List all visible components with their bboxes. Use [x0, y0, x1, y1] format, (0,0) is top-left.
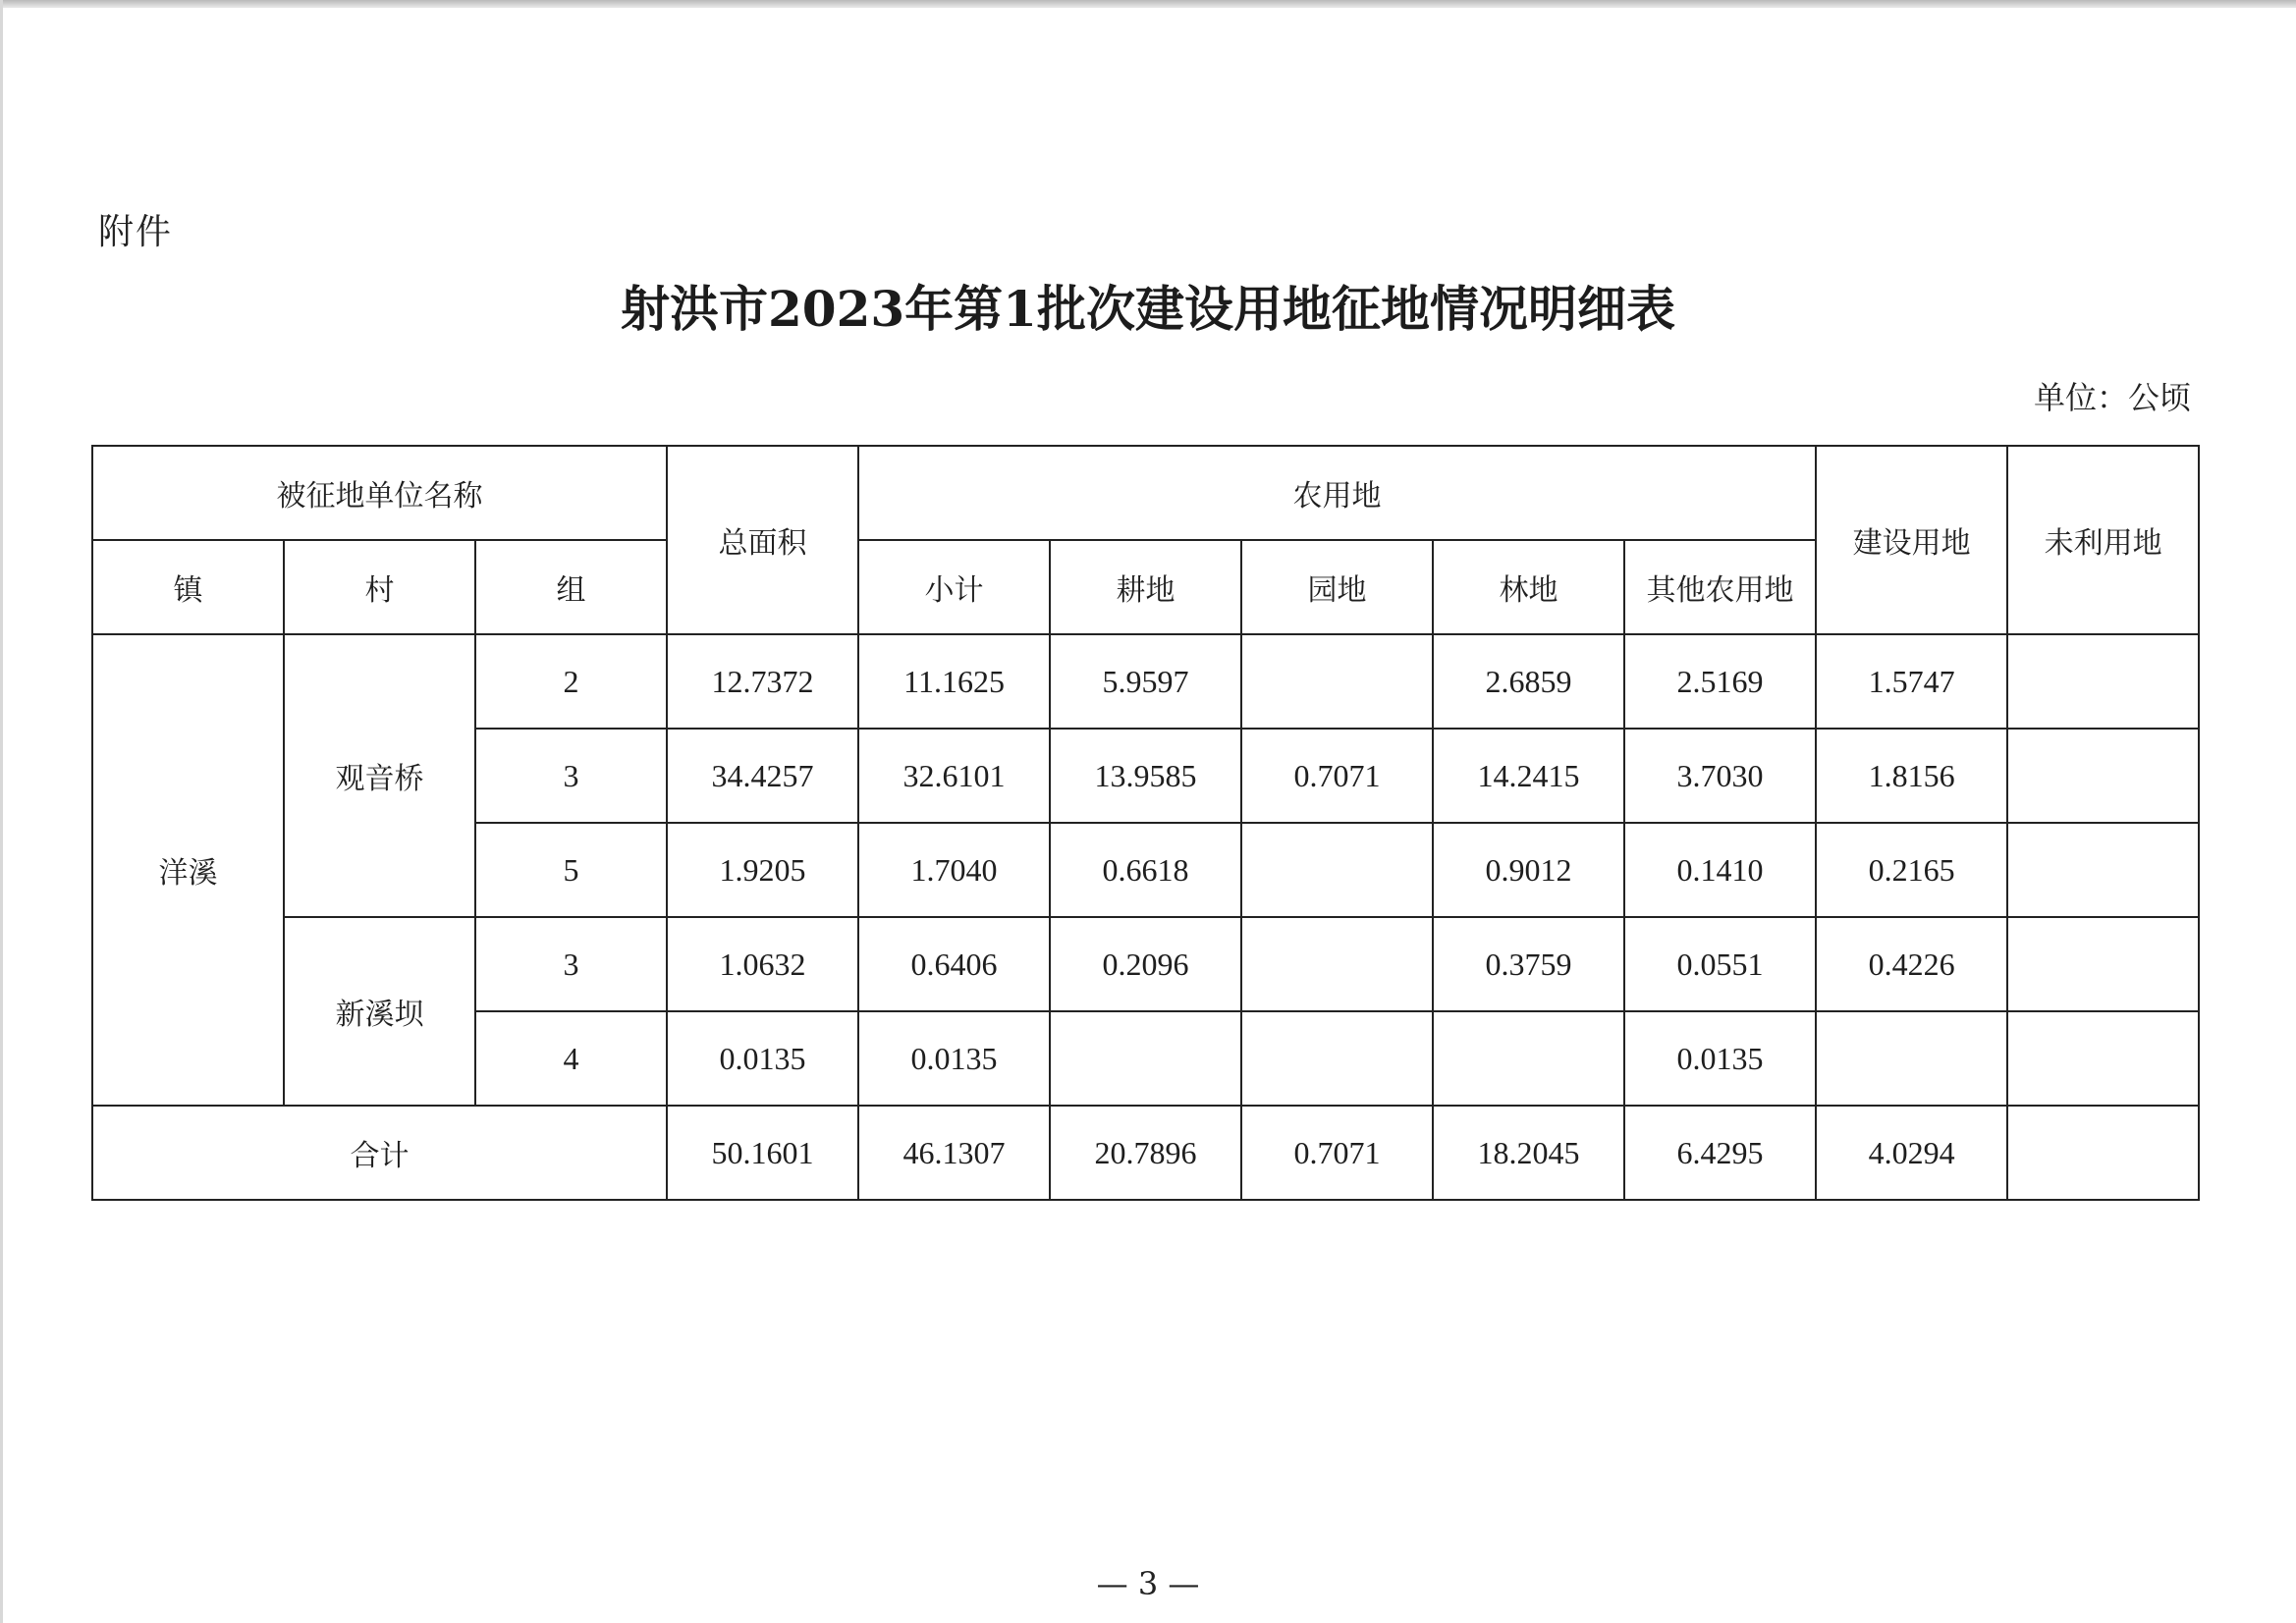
garden-cell — [1241, 634, 1433, 729]
subtotal-cell: 46.1307 — [858, 1106, 1050, 1200]
subtotal-cell: 1.7040 — [858, 823, 1050, 917]
total-area-cell: 34.4257 — [667, 729, 858, 823]
town-cell: 洋溪 — [92, 634, 284, 1106]
table-row — [92, 634, 2199, 729]
other-agri-cell: 0.0551 — [1624, 917, 1816, 1011]
unit-label: 单位：公顷 — [2033, 379, 2191, 416]
subtotal-cell: 0.0135 — [858, 1011, 1050, 1106]
forest-cell: 2.6859 — [1433, 634, 1624, 729]
group-cell: 5 — [475, 823, 667, 917]
forest-cell — [1433, 1011, 1624, 1106]
total-area-cell: 50.1601 — [667, 1106, 858, 1200]
forest-cell: 0.3759 — [1433, 917, 1624, 1011]
group-cell: 4 — [475, 1011, 667, 1106]
scan-edge — [0, 0, 2296, 8]
document-title: 射洪市2023年第1批次建设用地征地情况明细表 — [621, 280, 1675, 338]
table-row — [92, 917, 2199, 1011]
header-group: 组 — [475, 540, 667, 634]
group-cell: 2 — [475, 634, 667, 729]
total-area-cell: 0.0135 — [667, 1011, 858, 1106]
total-row — [92, 1106, 2199, 1200]
header-construction-land: 建设用地 — [1816, 446, 2007, 634]
header-cultivated: 耕地 — [1050, 540, 1241, 634]
header-forest: 林地 — [1433, 540, 1624, 634]
village-cell: 观音桥 — [284, 634, 475, 917]
subtotal-cell: 11.1625 — [858, 634, 1050, 729]
header-total-area: 总面积 — [667, 446, 858, 634]
cultivated-cell: 5.9597 — [1050, 634, 1241, 729]
forest-cell: 0.9012 — [1433, 823, 1624, 917]
other-agri-cell: 3.7030 — [1624, 729, 1816, 823]
construction-cell: 0.2165 — [1816, 823, 2007, 917]
header-row-1 — [92, 446, 2199, 540]
unused-cell — [2007, 1011, 2199, 1106]
total-area-cell: 1.0632 — [667, 917, 858, 1011]
garden-cell — [1241, 823, 1433, 917]
cultivated-cell: 13.9585 — [1050, 729, 1241, 823]
scan-edge — [0, 0, 3, 1623]
other-agri-cell: 2.5169 — [1624, 634, 1816, 729]
unused-cell — [2007, 917, 2199, 1011]
header-unit-name: 被征地单位名称 — [92, 446, 667, 540]
unused-cell — [2007, 1106, 2199, 1200]
forest-cell: 18.2045 — [1433, 1106, 1624, 1200]
cultivated-cell: 0.2096 — [1050, 917, 1241, 1011]
garden-cell — [1241, 917, 1433, 1011]
cultivated-cell: 20.7896 — [1050, 1106, 1241, 1200]
page-number: — 3 — — [1096, 1565, 1200, 1602]
header-town: 镇 — [92, 540, 284, 634]
attachment-label: 附件 — [98, 212, 174, 252]
construction-cell: 1.8156 — [1816, 729, 2007, 823]
group-cell: 3 — [475, 729, 667, 823]
village-cell: 新溪坝 — [284, 917, 475, 1106]
subtotal-cell: 32.6101 — [858, 729, 1050, 823]
other-agri-cell: 0.1410 — [1624, 823, 1816, 917]
unused-cell — [2007, 823, 2199, 917]
header-subtotal: 小计 — [858, 540, 1050, 634]
header-garden: 园地 — [1241, 540, 1433, 634]
construction-cell: 1.5747 — [1816, 634, 2007, 729]
garden-cell — [1241, 1011, 1433, 1106]
cultivated-cell: 0.6618 — [1050, 823, 1241, 917]
group-cell: 3 — [475, 917, 667, 1011]
forest-cell: 14.2415 — [1433, 729, 1624, 823]
header-other-agri: 其他农用地 — [1624, 540, 1816, 634]
construction-cell: 4.0294 — [1816, 1106, 2007, 1200]
other-agri-cell: 6.4295 — [1624, 1106, 1816, 1200]
land-acquisition-table — [91, 445, 2200, 1201]
total-label: 合计 — [92, 1106, 667, 1200]
total-area-cell: 1.9205 — [667, 823, 858, 917]
unused-cell — [2007, 634, 2199, 729]
header-unused-land: 未利用地 — [2007, 446, 2199, 634]
total-area-cell: 12.7372 — [667, 634, 858, 729]
garden-cell: 0.7071 — [1241, 729, 1433, 823]
subtotal-cell: 0.6406 — [858, 917, 1050, 1011]
header-agri-land: 农用地 — [858, 446, 1816, 540]
header-village: 村 — [284, 540, 475, 634]
cultivated-cell — [1050, 1011, 1241, 1106]
construction-cell: 0.4226 — [1816, 917, 2007, 1011]
unused-cell — [2007, 729, 2199, 823]
construction-cell — [1816, 1011, 2007, 1106]
other-agri-cell: 0.0135 — [1624, 1011, 1816, 1106]
garden-cell: 0.7071 — [1241, 1106, 1433, 1200]
